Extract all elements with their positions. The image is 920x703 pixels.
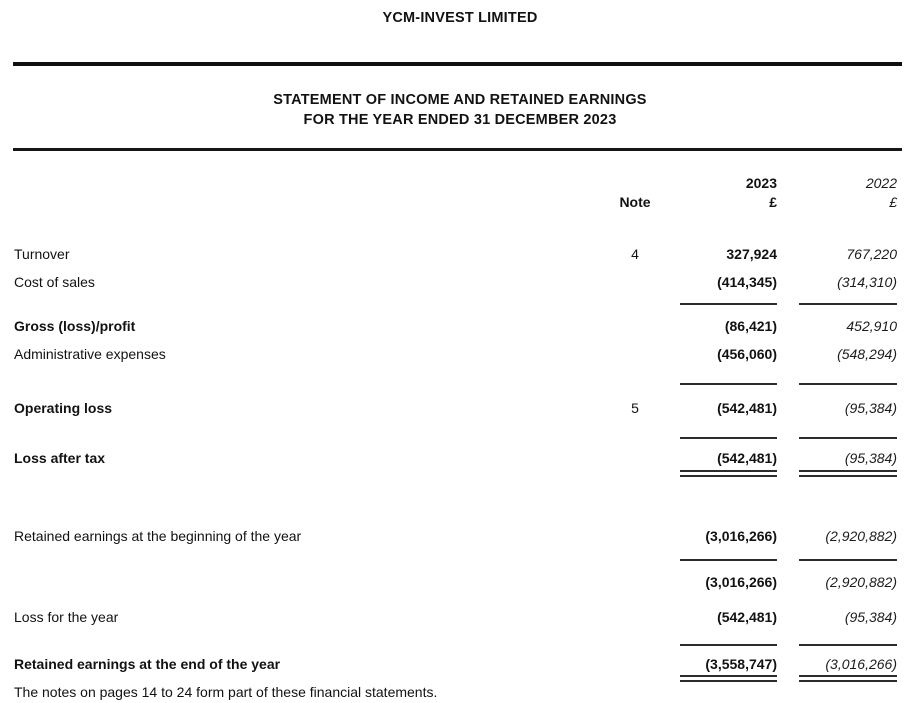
table-row-retained-earnings-end bbox=[0, 653, 920, 675]
company-name: YCM-INVEST LIMITED bbox=[382, 10, 538, 26]
row-label: Retained earnings at the end of the year bbox=[14, 656, 281, 672]
column-header-years bbox=[0, 173, 920, 191]
double-underline-2022 bbox=[799, 675, 897, 682]
single-underline-2023 bbox=[680, 644, 777, 646]
row-value-2022: 452,910 bbox=[846, 318, 897, 334]
row-label: Loss after tax bbox=[14, 450, 106, 466]
subtotal-rule bbox=[0, 637, 920, 653]
row-value-2022: 767,220 bbox=[846, 246, 897, 262]
single-underline-2023 bbox=[680, 303, 777, 305]
statement-title: STATEMENT OF INCOME AND RETAINED EARNINGS bbox=[273, 92, 647, 108]
row-value-2023: (414,345) bbox=[717, 274, 777, 290]
row-label: Operating loss bbox=[14, 400, 113, 416]
row-value-2023: 327,924 bbox=[726, 246, 777, 262]
row-note: 5 bbox=[631, 400, 639, 416]
row-value-2023: (456,060) bbox=[717, 346, 777, 362]
total-double-rule bbox=[0, 470, 920, 478]
column-header-currency-2023: £ bbox=[769, 194, 777, 210]
subtotal-rule bbox=[0, 430, 920, 446]
subtotal-rule bbox=[0, 296, 920, 312]
single-underline-2022 bbox=[799, 559, 897, 561]
table-row-administrative-expenses bbox=[0, 340, 920, 368]
row-value-2023: (3,016,266) bbox=[705, 528, 777, 544]
row-value-2023: (3,558,747) bbox=[705, 656, 777, 672]
row-value-2022: (95,384) bbox=[844, 609, 897, 625]
row-value-2022: (95,384) bbox=[844, 450, 897, 466]
row-value-2022: (314,310) bbox=[837, 274, 897, 290]
row-value-2023: (542,481) bbox=[717, 609, 777, 625]
column-header-2022: 2022 bbox=[865, 175, 897, 191]
table-row-operating-loss bbox=[0, 394, 920, 422]
column-header-currency-2022: £ bbox=[889, 194, 897, 210]
column-header-2023: 2023 bbox=[745, 175, 777, 191]
double-underline-2023 bbox=[680, 675, 777, 682]
top-divider-rule bbox=[13, 62, 902, 66]
row-label: Turnover bbox=[14, 246, 70, 262]
column-header-units bbox=[0, 191, 920, 210]
row-value-2022: (548,294) bbox=[837, 346, 897, 362]
row-value-2022: (95,384) bbox=[844, 400, 897, 416]
row-label: Gross (loss)/profit bbox=[14, 318, 136, 334]
single-underline-2022 bbox=[799, 437, 897, 439]
table-row-turnover bbox=[0, 240, 920, 268]
single-underline-2023 bbox=[680, 559, 777, 561]
notes-reference-text: The notes on pages 14 to 24 form part of these financial statements. bbox=[14, 684, 438, 700]
single-underline-2022 bbox=[799, 644, 897, 646]
single-underline-2022 bbox=[799, 303, 897, 305]
subtotal-rule bbox=[0, 376, 920, 392]
row-label: Cost of sales bbox=[14, 274, 95, 290]
row-value-2023: (86,421) bbox=[724, 318, 777, 334]
table-row-cost-of-sales bbox=[0, 268, 920, 296]
double-underline-2022 bbox=[799, 470, 897, 477]
row-label: Retained earnings at the beginning of the year bbox=[14, 528, 302, 544]
column-header-note: Note bbox=[619, 194, 651, 210]
double-underline-2023 bbox=[680, 470, 777, 477]
total-double-rule bbox=[0, 675, 920, 683]
row-value-2022: (2,920,882) bbox=[825, 574, 897, 590]
row-label: Administrative expenses bbox=[14, 346, 166, 362]
row-value-2022: (2,920,882) bbox=[825, 528, 897, 544]
single-underline-2023 bbox=[680, 437, 777, 439]
header-divider-rule bbox=[13, 148, 902, 151]
single-underline-2022 bbox=[799, 383, 897, 385]
table-row-gross-loss-profit bbox=[0, 312, 920, 340]
table-row-loss-for-the-year bbox=[0, 603, 920, 631]
statement-period: FOR THE YEAR ENDED 31 DECEMBER 2023 bbox=[303, 112, 617, 128]
table-row-retained-earnings-subtotal bbox=[0, 568, 920, 596]
table-row-retained-earnings-beginning bbox=[0, 522, 920, 550]
row-value-2023: (3,016,266) bbox=[705, 574, 777, 590]
statement-title-block bbox=[0, 90, 920, 130]
row-note: 4 bbox=[631, 246, 639, 262]
row-value-2022: (3,016,266) bbox=[825, 656, 897, 672]
row-value-2023: (542,481) bbox=[717, 450, 777, 466]
subtotal-rule bbox=[0, 552, 920, 568]
row-label: Loss for the year bbox=[14, 609, 119, 625]
single-underline-2023 bbox=[680, 383, 777, 385]
table-row-loss-after-tax bbox=[0, 446, 920, 470]
row-value-2023: (542,481) bbox=[717, 400, 777, 416]
